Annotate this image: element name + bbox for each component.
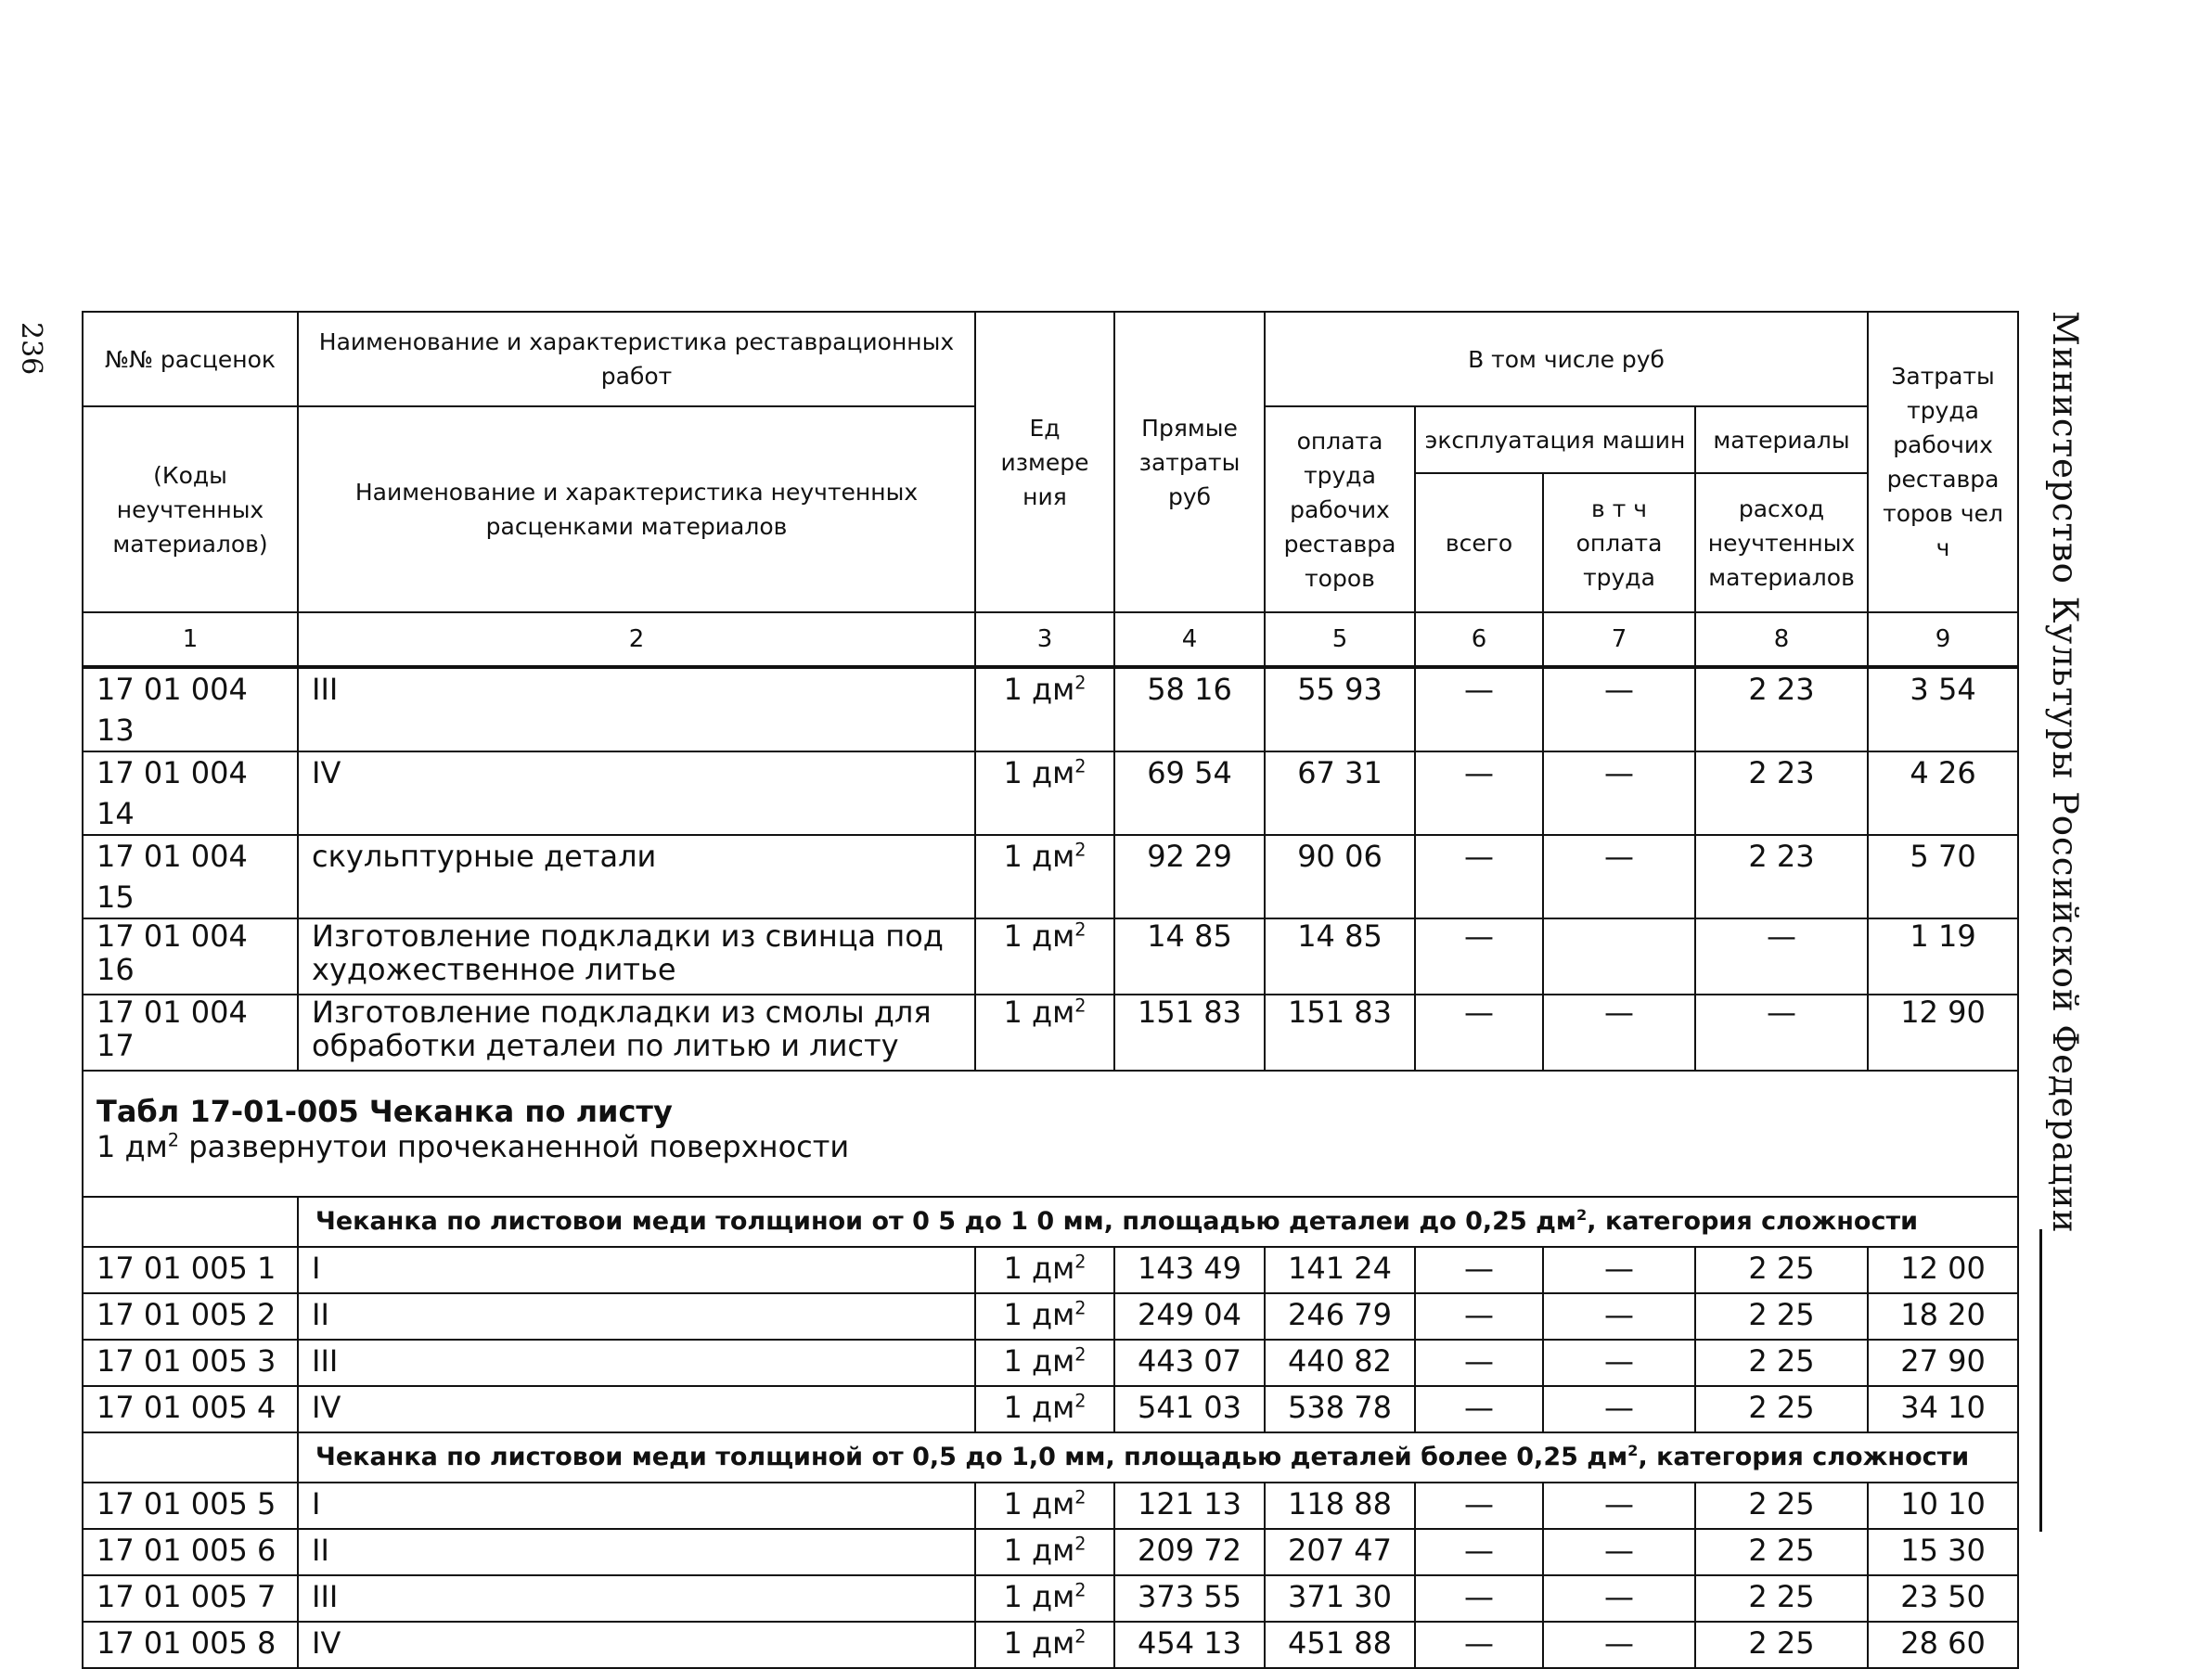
unit: [975, 667, 1114, 751]
section-subtitle-text: развернутои прочеканенной поверхности: [179, 1129, 850, 1164]
unit-exp: 2: [1074, 1390, 1087, 1412]
rate-code: 17 01 005 5: [83, 1483, 298, 1529]
work-name: IV: [298, 1386, 975, 1432]
machines-wages: —: [1543, 1293, 1695, 1340]
table-row: [83, 1483, 2018, 1529]
machines-total: —: [1415, 1340, 1543, 1386]
section-title: Табл 17-01-005 Чеканка по листу: [96, 1094, 673, 1129]
work-name: II: [298, 1293, 975, 1340]
wages-cost: 14 85: [1265, 918, 1415, 995]
unit-base: 1 дм: [1003, 755, 1075, 790]
section-subtitle-exp: 2: [167, 1129, 180, 1151]
unit-base: 1 дм: [1003, 1625, 1075, 1661]
unit: [975, 1386, 1114, 1432]
wages-cost: 207 47: [1265, 1529, 1415, 1575]
section-title-row: [83, 1071, 2018, 1197]
side-rule: [2039, 1229, 2042, 1532]
header-direct-costs: Прямые затраты руб: [1114, 312, 1265, 612]
work-name: II: [298, 1529, 975, 1575]
unit-exp: 2: [1074, 1251, 1087, 1273]
direct-cost: 454 13: [1114, 1622, 1265, 1668]
wages-cost: 118 88: [1265, 1483, 1415, 1529]
section-subtitle: [96, 1129, 849, 1164]
column-number: 8: [1695, 612, 1868, 667]
table-row: [83, 751, 2018, 835]
table-row: [83, 1575, 2018, 1622]
header-col1-top: №№ расценок: [83, 312, 298, 406]
labor-hours: 12 90: [1868, 995, 2018, 1071]
machines-wages: —: [1543, 751, 1695, 835]
column-number: 6: [1415, 612, 1543, 667]
header-materials-group: материалы: [1695, 406, 1868, 473]
direct-cost: 121 13: [1114, 1483, 1265, 1529]
labor-hours: 23 50: [1868, 1575, 2018, 1622]
direct-cost: 58 16: [1114, 667, 1265, 751]
wages-cost: 141 24: [1265, 1247, 1415, 1293]
machines-total: —: [1415, 1483, 1543, 1529]
work-name: скульптурные детали: [298, 835, 975, 918]
wages-cost: 538 78: [1265, 1386, 1415, 1432]
table-row: [83, 1247, 2018, 1293]
machines-wages: [1543, 918, 1695, 995]
rates-table: [82, 311, 2019, 1669]
labor-hours: 4 26: [1868, 751, 2018, 835]
group-header-row: [83, 1197, 2018, 1247]
machines-total: —: [1415, 1529, 1543, 1575]
direct-cost: 373 55: [1114, 1575, 1265, 1622]
machines-wages: —: [1543, 1483, 1695, 1529]
unit-base: 1 дм: [1003, 1486, 1075, 1521]
unit-base: 1 дм: [1003, 1343, 1075, 1379]
header-col2-top: Наименование и характеристика реставрационных работ: [298, 312, 975, 406]
rate-code: 17 01 005 7: [83, 1575, 298, 1622]
unit: [975, 1293, 1114, 1340]
header-materials-usage: расход неучтенных материалов: [1695, 473, 1868, 612]
rate-code: 17 01 005 2: [83, 1293, 298, 1340]
column-numbers-row: [83, 612, 2018, 667]
work-name: IV: [298, 751, 975, 835]
unit-base: 1 дм: [1003, 995, 1075, 1030]
wages-cost: 440 82: [1265, 1340, 1415, 1386]
labor-hours: 18 20: [1868, 1293, 2018, 1340]
group-header-empty: [83, 1432, 298, 1483]
group1-text: Чеканка по листовои меди толщинои от 0 5 до 1 0 мм, площадью деталеи до 0,25 дм: [315, 1207, 1577, 1236]
work-name: Изготовление подкладки из смолы для обработки деталеи по литью и листу: [298, 995, 975, 1071]
machines-wages: —: [1543, 835, 1695, 918]
machines-total: —: [1415, 1622, 1543, 1668]
table-row: [83, 1293, 2018, 1340]
group2-text: Чеканка по листовои меди толщиной от 0,5 до 1,0 мм, площадью деталей более 0,25 дм: [315, 1443, 1628, 1471]
work-name: I: [298, 1483, 975, 1529]
labor-hours: 3 54: [1868, 667, 2018, 751]
unit: [975, 1340, 1114, 1386]
machines-wages: —: [1543, 995, 1695, 1071]
wages-cost: 90 06: [1265, 835, 1415, 918]
table-row: [83, 667, 2018, 751]
work-name: I: [298, 1247, 975, 1293]
rate-code: 17 01 005 8: [83, 1622, 298, 1668]
direct-cost: 151 83: [1114, 995, 1265, 1071]
wages-cost: 371 30: [1265, 1575, 1415, 1622]
unit: [975, 918, 1114, 995]
rate-code: 17 01 004 14: [83, 751, 298, 835]
rate-code: 17 01 004 17: [83, 995, 298, 1071]
header-machines-group: эксплуатация машин: [1415, 406, 1695, 473]
direct-cost: 541 03: [1114, 1386, 1265, 1432]
materials-cost: 2 25: [1695, 1247, 1868, 1293]
materials-cost: —: [1695, 918, 1868, 995]
work-name: III: [298, 1575, 975, 1622]
unit-exp: 2: [1074, 755, 1087, 777]
group-header-text: [298, 1432, 2018, 1483]
unit-exp: 2: [1074, 839, 1087, 861]
unit-base: 1 дм: [1003, 839, 1075, 874]
group-header-text: [298, 1197, 2018, 1247]
group1-exp: 2: [1576, 1206, 1588, 1224]
rate-code: 17 01 004 15: [83, 835, 298, 918]
machines-total: —: [1415, 751, 1543, 835]
rows-top: [83, 667, 2018, 1071]
work-name: Изготовление подкладки из свинца под художественное литье: [298, 918, 975, 995]
unit: [975, 1529, 1114, 1575]
direct-cost: 92 29: [1114, 835, 1265, 918]
group1-text-post: , категория сложности: [1587, 1207, 1919, 1236]
materials-cost: 2 25: [1695, 1483, 1868, 1529]
materials-cost: 2 25: [1695, 1293, 1868, 1340]
group-header-empty: [83, 1197, 298, 1247]
materials-cost: 2 25: [1695, 1386, 1868, 1432]
rate-code: 17 01 005 4: [83, 1386, 298, 1432]
table-row: [83, 918, 2018, 995]
unit-base: 1 дм: [1003, 1390, 1075, 1425]
section-title-cell: [83, 1071, 2018, 1197]
header-including-group: В том числе руб: [1265, 312, 1868, 406]
materials-cost: 2 25: [1695, 1575, 1868, 1622]
machines-total: —: [1415, 1386, 1543, 1432]
machines-wages: —: [1543, 667, 1695, 751]
wages-cost: 67 31: [1265, 751, 1415, 835]
unit: [975, 1483, 1114, 1529]
wages-cost: 55 93: [1265, 667, 1415, 751]
materials-cost: 2 23: [1695, 751, 1868, 835]
unit-exp: 2: [1074, 1625, 1087, 1648]
page-number: 236: [15, 322, 47, 376]
materials-cost: —: [1695, 995, 1868, 1071]
header-machines-total: всего: [1415, 473, 1543, 612]
unit: [975, 1575, 1114, 1622]
wages-cost: 151 83: [1265, 995, 1415, 1071]
group1-rows: [83, 1247, 2018, 1432]
machines-wages: —: [1543, 1622, 1695, 1668]
unit-base: 1 дм: [1003, 918, 1075, 954]
header-wages: оплата труда рабочих реставра торов: [1265, 406, 1415, 612]
table-row: [83, 1386, 2018, 1432]
machines-total: —: [1415, 995, 1543, 1071]
table-row: [83, 1340, 2018, 1386]
unit-base: 1 дм: [1003, 1579, 1075, 1614]
machines-wages: —: [1543, 1340, 1695, 1386]
unit-base: 1 дм: [1003, 1533, 1075, 1568]
machines-total: —: [1415, 1247, 1543, 1293]
materials-cost: 2 23: [1695, 835, 1868, 918]
direct-cost: 69 54: [1114, 751, 1265, 835]
section-subtitle-unit: 1 дм: [96, 1129, 168, 1164]
machines-total: —: [1415, 918, 1543, 995]
unit-exp: 2: [1074, 1486, 1087, 1509]
side-title-wrap: [2023, 311, 2106, 1535]
rate-code: 17 01 004 13: [83, 667, 298, 751]
labor-hours: 27 90: [1868, 1340, 2018, 1386]
table-row: [83, 995, 2018, 1071]
machines-wages: —: [1543, 1386, 1695, 1432]
unit-exp: 2: [1074, 918, 1087, 941]
work-name: III: [298, 667, 975, 751]
column-number: 1: [83, 612, 298, 667]
machines-total: —: [1415, 667, 1543, 751]
unit-exp: 2: [1074, 672, 1087, 694]
unit: [975, 1247, 1114, 1293]
unit: [975, 751, 1114, 835]
column-number: 5: [1265, 612, 1415, 667]
group2-rows: [83, 1483, 2018, 1668]
unit-base: 1 дм: [1003, 1297, 1075, 1332]
labor-hours: 15 30: [1868, 1529, 2018, 1575]
unit-exp: 2: [1074, 995, 1087, 1017]
labor-hours: 12 00: [1868, 1247, 2018, 1293]
work-name: IV: [298, 1622, 975, 1668]
materials-cost: 2 25: [1695, 1529, 1868, 1575]
header-unit: Ед измере ния: [975, 312, 1114, 612]
labor-hours: 5 70: [1868, 835, 2018, 918]
column-number: 3: [975, 612, 1114, 667]
direct-cost: 14 85: [1114, 918, 1265, 995]
column-number: 9: [1868, 612, 2018, 667]
unit-exp: 2: [1074, 1297, 1087, 1319]
unit-exp: 2: [1074, 1343, 1087, 1366]
unit-exp: 2: [1074, 1533, 1087, 1555]
direct-cost: 143 49: [1114, 1247, 1265, 1293]
side-title: Министерство Культуры Российской Федерации: [2045, 311, 2085, 1234]
unit: [975, 995, 1114, 1071]
direct-cost: 209 72: [1114, 1529, 1265, 1575]
materials-cost: 2 23: [1695, 667, 1868, 751]
rate-code: 17 01 005 6: [83, 1529, 298, 1575]
rate-code: 17 01 005 1: [83, 1247, 298, 1293]
rate-code: 17 01 005 3: [83, 1340, 298, 1386]
unit-base: 1 дм: [1003, 1251, 1075, 1286]
machines-wages: —: [1543, 1247, 1695, 1293]
header-col1-bottom: (Коды неучтенных материалов): [83, 406, 298, 612]
machines-total: —: [1415, 1293, 1543, 1340]
machines-wages: —: [1543, 1529, 1695, 1575]
section-block: [83, 1071, 2018, 1247]
materials-cost: 2 25: [1695, 1340, 1868, 1386]
column-number: 7: [1543, 612, 1695, 667]
wages-cost: 451 88: [1265, 1622, 1415, 1668]
rate-code: 17 01 004 16: [83, 918, 298, 995]
machines-total: —: [1415, 835, 1543, 918]
unit-exp: 2: [1074, 1579, 1087, 1601]
table-row: [83, 835, 2018, 918]
table-row: [83, 1529, 2018, 1575]
table-header: [83, 312, 2018, 667]
labor-hours: 10 10: [1868, 1483, 2018, 1529]
column-number: 4: [1114, 612, 1265, 667]
unit-base: 1 дм: [1003, 672, 1075, 707]
machines-wages: —: [1543, 1575, 1695, 1622]
group2-text-post: , категория сложности: [1638, 1443, 1970, 1471]
unit: [975, 835, 1114, 918]
labor-hours: 1 19: [1868, 918, 2018, 995]
direct-cost: 249 04: [1114, 1293, 1265, 1340]
group2-exp: 2: [1627, 1442, 1639, 1459]
labor-hours: 28 60: [1868, 1622, 2018, 1668]
group2-header: [83, 1432, 2018, 1483]
direct-cost: 443 07: [1114, 1340, 1265, 1386]
machines-total: —: [1415, 1575, 1543, 1622]
work-name: III: [298, 1340, 975, 1386]
header-machines-wages: в т ч оплата труда: [1543, 473, 1695, 612]
labor-hours: 34 10: [1868, 1386, 2018, 1432]
unit: [975, 1622, 1114, 1668]
wages-cost: 246 79: [1265, 1293, 1415, 1340]
column-number: 2: [298, 612, 975, 667]
header-col2-bottom: Наименование и характеристика неучтенных расценками материалов: [298, 406, 975, 612]
group-header-row: [83, 1432, 2018, 1483]
materials-cost: 2 25: [1695, 1622, 1868, 1668]
header-labor-costs: Затраты труда рабочих реставра торов чел ч: [1868, 312, 2018, 612]
table-row: [83, 1622, 2018, 1668]
